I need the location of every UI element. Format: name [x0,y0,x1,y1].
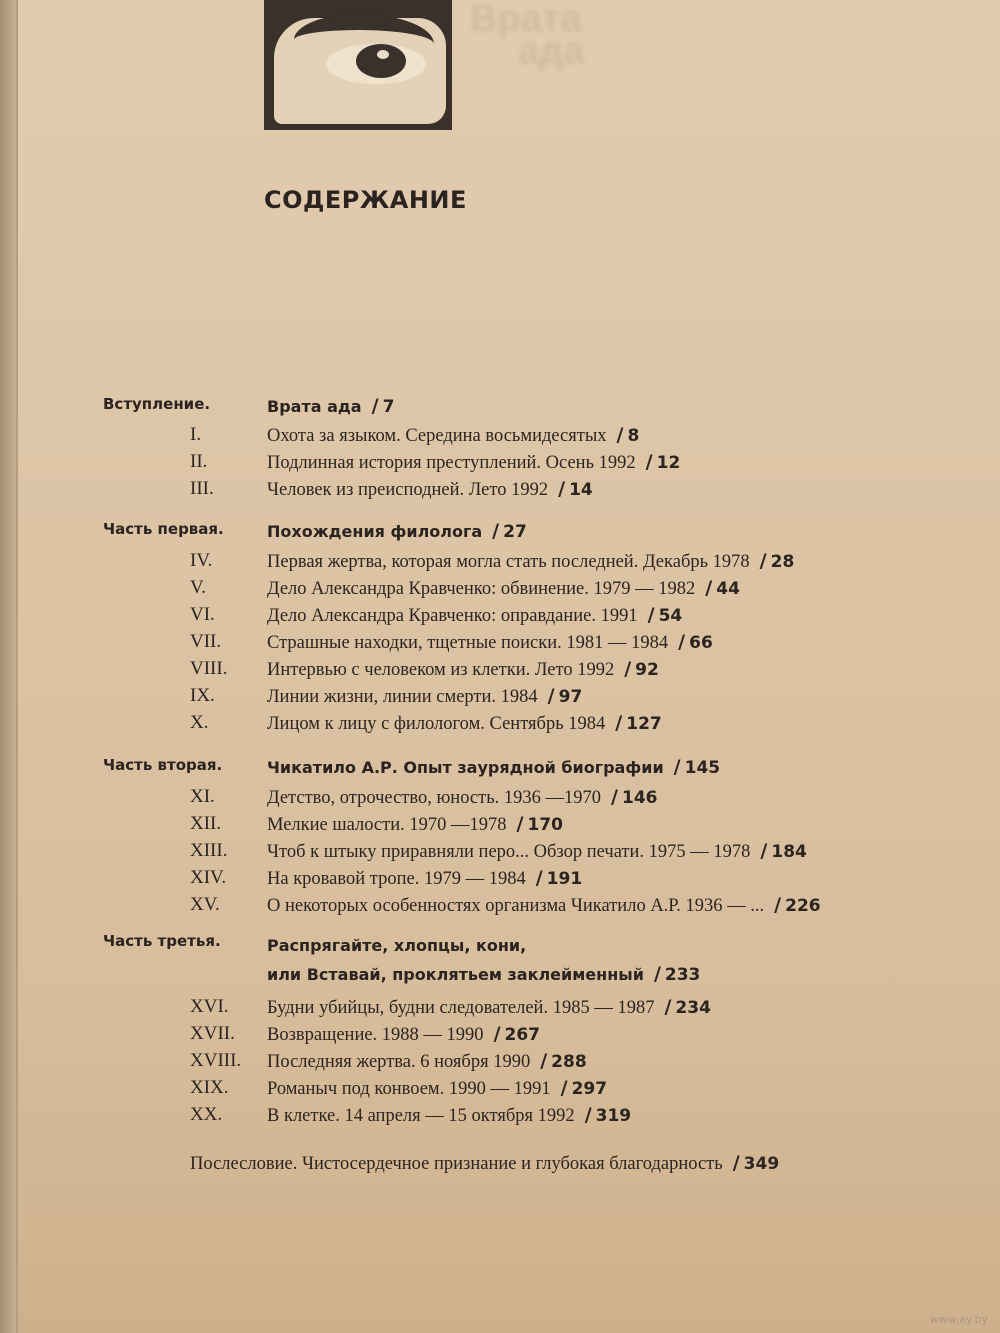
chapter-title [267,451,680,474]
chapter-title [267,550,794,573]
bleed-through-line-2: ада [518,30,585,72]
chapter-number: IX. [190,685,215,706]
chapter-number: III. [190,478,214,499]
chapter-title-text: Мелкие шалости. 1970 —1978 [267,815,507,835]
chapter-page: 226 [785,896,821,916]
chapter-page: 267 [504,1025,541,1045]
chapter-title-text: Человек из преисподней. Лето 1992 [267,480,549,500]
bleed-through-title [470,0,610,80]
page-separator: / [371,395,379,417]
chapter-title-text: В клетке. 14 апреля — 15 октября 1992 [267,1106,575,1126]
chapter-page: 234 [675,998,711,1018]
chapter-title [267,604,682,627]
chapter-title-text: На кровавой тропе. 1979 — 1984 [267,869,526,889]
chapter-number: XVII. [190,1023,235,1044]
chapter-number: IV. [190,550,213,571]
part-label: Часть вторая. [103,756,223,774]
chapter-page: 127 [626,714,662,734]
page-separator: / [705,577,713,599]
chapter-title-text: Чтоб к штыку приравняли перо... Обзор печати. 1975 — 1978 [267,842,751,862]
chapter-title [267,577,740,600]
page-separator: / [616,424,624,446]
part-page: 233 [664,965,701,985]
chapter-title-text: Романыч под конвоем. 1990 — 1991 [267,1079,551,1099]
page-separator: / [759,550,767,572]
part-title-line-2: или Вставай, проклятьем заклейменный [267,965,644,984]
chapter-title [267,712,662,735]
chapter-title-text: Охота за языком. Середина восьмидесятых [267,426,607,446]
page-separator: / [516,813,524,835]
chapter-title [267,1104,631,1127]
chapter-page: 14 [569,480,593,500]
chapter-page: 297 [571,1079,608,1099]
chapter-page: 319 [595,1106,632,1126]
page-separator: / [615,712,623,734]
chapter-title-text: Интервью с человеком из клетки. Лето 1992 [267,660,615,680]
chapter-page: 170 [527,815,563,835]
chapter-number: VIII. [190,658,228,679]
part-page: 145 [684,758,721,778]
chapter-title [267,685,582,708]
chapter-page: 8 [627,426,640,446]
chapter-title [267,813,563,836]
part-label: Часть первая. [103,520,224,538]
part-title-text: Распрягайте, хлопцы, кони, [267,936,527,955]
page-separator: / [558,478,566,500]
part-label: Часть третья. [103,932,221,950]
chapter-number: VI. [190,604,215,625]
part-page: 27 [503,522,527,542]
chapter-title [267,658,659,681]
page-edge [16,0,18,1333]
part-label: Вступление. [103,395,211,413]
chapter-title [267,867,582,890]
chapter-page: 66 [689,633,713,653]
book-gutter [0,0,16,1333]
chapter-number: V. [190,577,207,598]
chapter-number: XV. [190,894,220,915]
chapter-title [267,1023,540,1046]
afterword-title: Послесловие. Чистосердечное признание и глубокая благодарность [190,1154,723,1174]
page-separator: / [760,840,768,862]
chapter-page: 54 [658,606,683,626]
chapter-page: 288 [551,1052,587,1072]
eye-illustration [264,0,452,130]
chapter-title-text: Будни убийцы, будни следователей. 1985 — 1987 [267,998,655,1018]
chapter-page: 97 [558,687,583,707]
page-separator: / [732,1152,740,1174]
part-page: 7 [382,397,395,417]
page-separator: / [584,1104,592,1126]
part-title [267,756,720,778]
page-separator: / [560,1077,568,1099]
page-separator: / [664,996,672,1018]
contents-heading: СОДЕРЖАНИЕ [264,186,467,214]
chapter-number: I. [190,424,202,445]
chapter-title-text: Дело Александра Кравченко: оправдание. 1991 [267,606,638,626]
chapter-number: II. [190,451,208,472]
chapter-title-text: Первая жертва, которая могла стать последней. Декабрь 1978 [267,552,750,572]
chapter-title [267,996,711,1019]
page-separator: / [624,658,632,680]
chapter-title [267,786,657,809]
chapter-number: XX. [190,1104,223,1125]
chapter-title [267,894,821,917]
chapter-number: XI. [190,786,215,807]
part-title-text: Чикатило А.Р. Опыт заурядной биографии [267,758,664,777]
chapter-title-text: Детство, отрочество, юность. 1936 —1970 [267,788,602,808]
chapter-number: XVI. [190,996,229,1017]
page-separator: / [492,520,500,542]
watermark: www.ay.by [929,1313,988,1326]
part-title-text: Похождения филолога [267,522,483,541]
page-separator: / [647,604,655,626]
chapter-title [267,631,713,654]
page-separator: / [535,867,543,889]
chapter-title [267,1077,607,1100]
page-separator: / [673,756,681,778]
chapter-page: 12 [656,453,681,473]
chapter-title-text: Возвращение. 1988 — 1990 [267,1025,484,1045]
chapter-number: XII. [190,813,222,834]
page-separator: / [611,786,618,808]
chapter-page: 28 [770,552,795,572]
chapter-page: 44 [716,579,740,599]
chapter-title [267,840,807,863]
page-separator: / [493,1023,501,1045]
chapter-title-text: Дело Александра Кравченко: обвинение. 1979 — 1982 [267,579,696,599]
page-separator: / [653,963,661,985]
part-title-text: Врата ада [267,397,362,416]
part-title [267,932,700,989]
page-separator: / [678,631,686,653]
page-separator: / [540,1050,548,1072]
afterword-page: 349 [743,1154,780,1174]
chapter-title-text: Лицом к лицу с филологом. Сентябрь 1984 [267,714,606,734]
chapter-title [267,478,593,501]
chapter-title-text: Страшные находки, тщетные поиски. 1981 — 1984 [267,633,669,653]
chapter-title-text: Последняя жертва. 6 ноября 1990 [267,1052,531,1072]
page-separator: / [774,894,782,916]
chapter-title [267,424,639,447]
chapter-number: XIX. [190,1077,229,1098]
page-separator: / [547,685,555,707]
chapter-title-text: Подлинная история преступлений. Осень 1992 [267,453,636,473]
part-title [267,395,394,417]
chapter-number: XIV. [190,867,227,888]
chapter-number: XIII. [190,840,228,861]
chapter-title-text: О некоторых особенностях организма Чикатило А.Р. 1936 — ... [267,896,765,916]
part-title [267,520,527,542]
chapter-number: XVIII. [190,1050,242,1071]
chapter-page: 92 [635,660,659,680]
afterword-entry[interactable] [190,1152,779,1175]
page-separator: / [645,451,653,473]
chapter-title [267,1050,587,1073]
chapter-page: 184 [771,842,807,862]
chapter-title-text: Линии жизни, линии смерти. 1984 [267,687,538,707]
bleed-through-line-1: Врата [470,0,582,40]
chapter-number: VII. [190,631,222,652]
chapter-page: 191 [546,869,583,889]
chapter-number: X. [190,712,209,733]
eye-glint [377,50,389,59]
chapter-page: 146 [621,788,658,808]
